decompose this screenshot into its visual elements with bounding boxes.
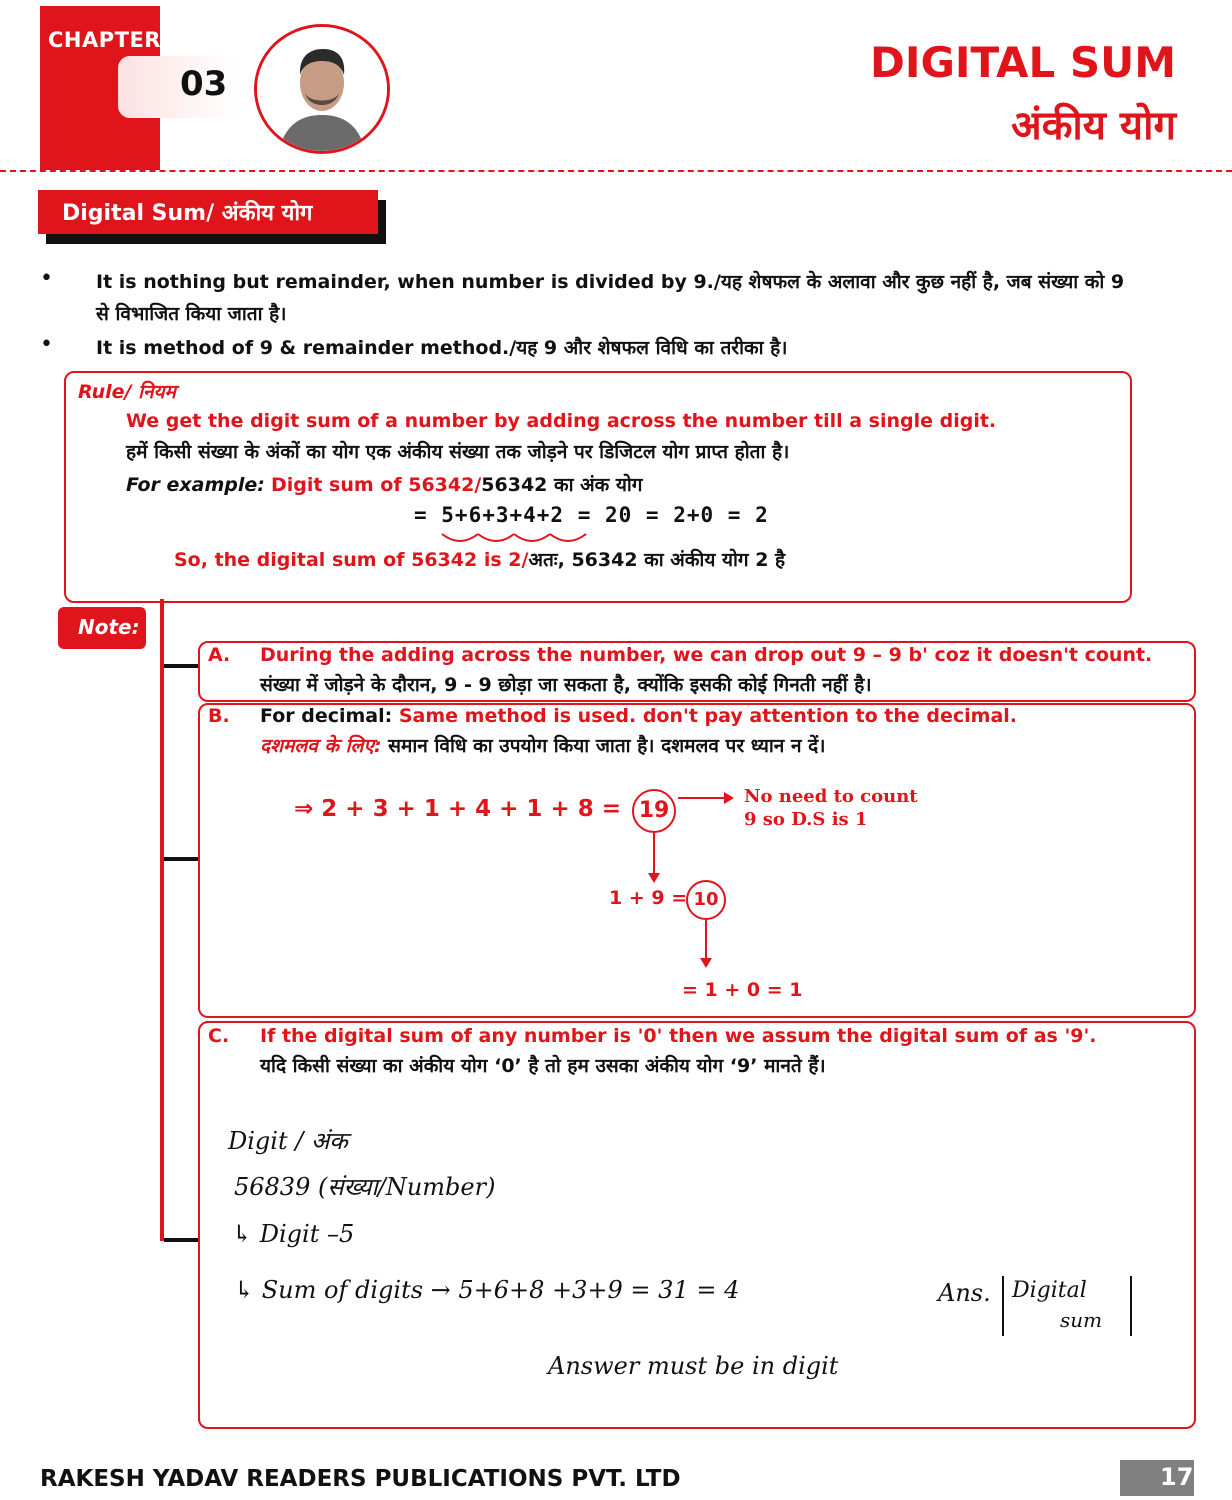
note-tree-branch	[164, 664, 198, 668]
side-note-line: No need to count	[744, 786, 918, 807]
note-a-hi: संख्या में जोड़ने के दौरान, 9 - 9 छोड़ा जा सकता है, क्योंकि इसकी कोई गिनती नहीं है।	[260, 674, 872, 696]
note-a-en: During the adding across the number, we can drop out 9 – 9 b' coz it doesn't count.	[260, 644, 1153, 666]
circled-result: 10	[686, 880, 726, 920]
rule-example	[126, 470, 643, 500]
note-c-en: If the digital sum of any number is '0' then we assum the digital sum of as '9'.	[260, 1025, 1097, 1047]
note-b-en-red: Same method is used. don't pay attention to the decimal.	[398, 705, 1018, 727]
decimal-step-3: = 1 + 0 = 1	[682, 979, 803, 1001]
handwritten-line: ↳ Digit –5	[232, 1220, 355, 1248]
page-title-hi: अंकीय योग	[1011, 103, 1176, 149]
note-b-letter: B.	[208, 705, 230, 727]
bullet-dot: •	[40, 266, 53, 291]
note-b-en-black: For decimal:	[260, 705, 399, 727]
conclusion-red: So, the digital sum of 56342 is 2/	[174, 549, 529, 571]
note-c-hi: यदि किसी संख्या का अंकीय योग ‘0’ है तो हम उसका अंकीय योग ‘9’ मानते हैं।	[260, 1055, 826, 1077]
rule-conclusion	[174, 545, 785, 575]
conclusion-black: अतः, 56342 का अंकीय योग 2 है	[528, 549, 786, 571]
arrow-down-icon	[696, 918, 716, 970]
note-b-hi-black: समान विधि का उपयोग किया जाता है। दशमलव पर ध्यान न दें।	[388, 735, 826, 757]
page-title-en: DIGITAL SUM	[869, 38, 1176, 87]
publisher-name: RAKESH YADAV READERS PUBLICATIONS PVT. LTD	[40, 1466, 681, 1492]
note-tree-branch	[164, 857, 198, 861]
handwritten-line: ↳ Sum of digits → 5+6+8 +3+9 = 31 = 4	[234, 1276, 740, 1304]
bullet-item	[96, 332, 1206, 364]
example-black: 56342 का अंक योग	[481, 474, 643, 496]
note-b-hi	[260, 731, 825, 761]
bullet-item	[96, 266, 1206, 330]
note-a-letter: A.	[208, 644, 231, 666]
bullet-line: It is method of 9 & remainder method./यह 9 और शेषफल विधि का तरीका है।	[96, 337, 788, 359]
bullet-line: It is nothing but remainder, when number is divided by 9./यह शेषफल के अलावा और कुछ नहीं है, जब संख्या को 9	[96, 271, 1125, 293]
bullet-line: से विभाजित किया जाता है।	[96, 303, 287, 325]
rule-text-en: We get the digit sum of a number by adding across the number till a single digit.	[126, 410, 997, 432]
note-label: Note:	[78, 615, 140, 639]
chapter-label: CHAPTER	[48, 28, 161, 52]
circled-result: 19	[632, 789, 676, 833]
note-tree-trunk	[160, 599, 164, 1241]
arrow-right-icon	[676, 788, 736, 808]
author-photo	[254, 24, 390, 154]
note-b-hi-red: दशमलव के लिए:	[260, 735, 389, 757]
handwritten-line: Answer must be in digit	[548, 1352, 839, 1380]
example-label: For example:	[126, 474, 265, 496]
rule-text-hi: हमें किसी संख्या के अंकों का योग एक अंकीय संख्या तक जोड़ने पर डिजिटल योग प्राप्त होता है।	[126, 441, 790, 463]
section-heading: Digital Sum/ अंकीय योग	[62, 201, 313, 226]
example-red: Digit sum of 56342/	[270, 474, 482, 496]
handwritten-line: Digit / अंक	[228, 1127, 348, 1155]
rule-calculation: = 5+6+3+4+2 = 20 = 2+0 = 2	[414, 503, 769, 527]
arrow-down-icon	[644, 833, 664, 885]
chapter-number: 03	[180, 64, 228, 104]
handwritten-bracket-text: sum	[1060, 1308, 1103, 1332]
side-note-line: 9 so D.S is 1	[744, 809, 868, 830]
decimal-equation: ⇒ 2 + 3 + 1 + 4 + 1 + 8 =	[294, 796, 622, 822]
handwritten-line: 56839 (संख्या/Number)	[234, 1173, 496, 1201]
handwritten-ans: Ans.	[938, 1279, 991, 1307]
note-b-en	[260, 701, 1017, 731]
handwritten-bracket-text: Digital	[1012, 1278, 1087, 1303]
bullet-dot: •	[40, 332, 53, 357]
rule-label: Rule/ नियम	[78, 381, 176, 403]
header-divider	[0, 170, 1232, 172]
author-portrait-icon	[257, 27, 387, 151]
note-c-letter: C.	[208, 1025, 230, 1047]
decimal-step-2: 1 + 9 =	[609, 887, 688, 909]
note-tree-branch	[164, 1238, 198, 1242]
page-number: 17	[1160, 1463, 1194, 1491]
